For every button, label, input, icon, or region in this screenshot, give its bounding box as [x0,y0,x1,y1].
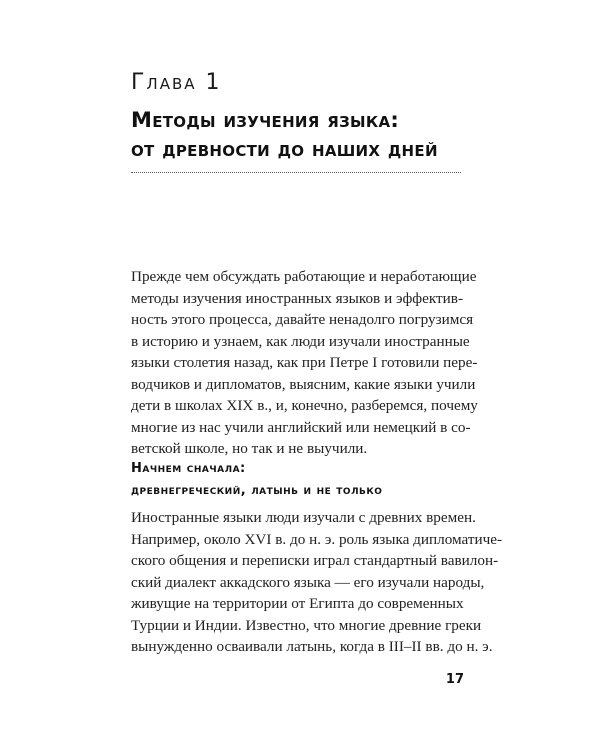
text-line: ского общения и переписки играл стандартный вавилон- [131,552,499,569]
text-line: Прежде чем обсуждать работающие и неработающие [131,268,477,285]
chapter-title [131,106,471,164]
text-line: ский диалект аккадского языка — его изучали народы, [131,573,485,591]
page-number: 17 [445,672,464,687]
text-line: языки столетия назад, как при Петре I готовили пере- [131,354,478,371]
section-heading [131,458,382,502]
text-line: методы изучения иностранных языков и эффектив- [131,289,463,307]
text-line: вынужденно осваивали латынь, когда в III–II вв. до н. э. [131,638,493,655]
text-line: водчиков и дипломатов, выясним, какие языки учили [131,375,476,393]
text-line: Турции и Индии. Известно, что многие древние греки [131,616,482,634]
text-line: в историю и узнаем, как люди изучали иностранные [131,332,470,350]
text-line: ветской школе, но так и не выучили. [131,440,368,457]
intro-paragraph [131,266,478,460]
chapter-title-line: от древности до наших дней [131,137,438,161]
text-line: живущие на территории от Египта до современных [131,595,464,612]
text-line: дети в школах XIX в., и, конечно, разберемся, почему [131,397,478,414]
chapter-title-line: Методы изучения языка: [131,108,400,132]
dotted-divider [131,172,461,173]
section-heading-line: Начнем сначала: [131,461,246,476]
text-line: многие из нас учили английский или немецкий в со- [131,418,471,436]
chapter-label: Глава 1 [131,70,222,95]
text-line: Например, около XVI в. до н. э. роль языка дипломатиче- [131,530,503,548]
text-line: ность этого процесса, давайте ненадолго погрузимся [131,311,474,328]
section-heading-line: древнегреческий, латынь и не только [131,483,383,498]
section-paragraph [131,507,503,658]
text-line: Иностранные языки люди изучали с древних времен. [131,509,476,526]
